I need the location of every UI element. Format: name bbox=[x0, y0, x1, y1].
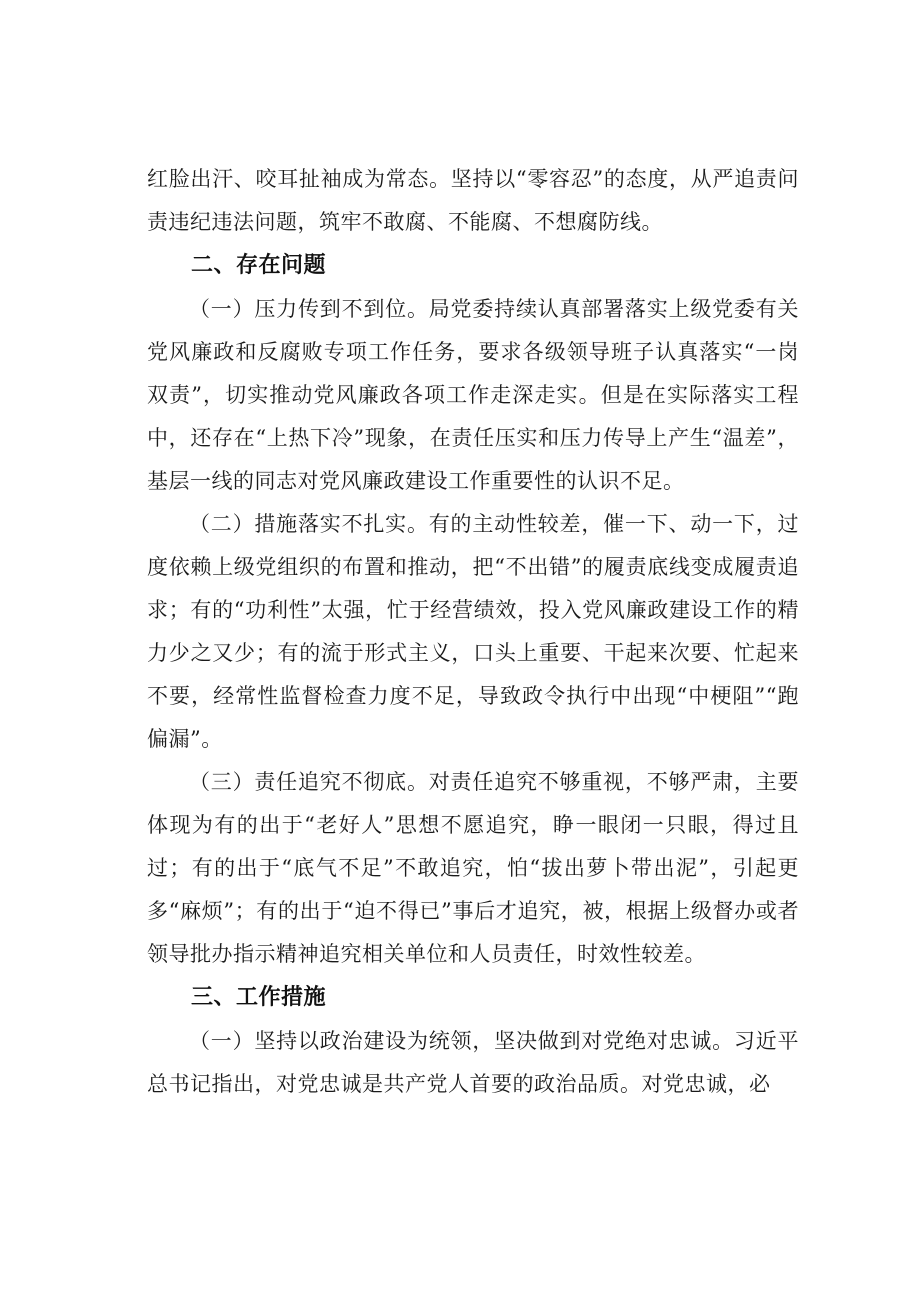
section-heading-problems: 二、存在问题 bbox=[191, 253, 327, 278]
paragraph-problem-2: （二）措施落实不扎实。有的主动性较差，催一下、动一下，过度依赖上级党组织的布置和推动，把“不出错”的履责底线变成履责追求；有的“功利性”太强，忙于经营绩效，投入党风廉政建设工作的精力少之又少；有的流于形式主义，口头上重要、干起来次要、忙起来不要，经常性监督检查力度不足，导致政令执行中出现“中梗阻”“跑偏漏”。 bbox=[147, 512, 799, 751]
section-heading-measures: 三、工作措施 bbox=[191, 985, 327, 1010]
paragraph-problem-1: （一）压力传到不到位。局党委持续认真部署落实上级党委有关党风廉政和反腐败专项工作任务，要求各级领导班子认真落实“一岗双责”，切实推动党风廉政各项工作走深走实。但是在实际落实工程中，还存在“上热下冷”现象，在责任压实和压力传导上产生“温差”，基层一线的同志对党风廉政建设工作重要性的认识不足。 bbox=[147, 297, 799, 493]
paragraph-continuation: 红脸出汗、咬耳扯袖成为常态。坚持以“零容忍”的态度，从严追责问责违纪违法问题，筑牢不敢腐、不能腐、不想腐防线。 bbox=[147, 167, 799, 234]
paragraph-measure-1: （一）坚持以政治建设为统领，坚决做到对党绝对忠诚。习近平总书记指出，对党忠诚是共产党人首要的政治品质。对党忠诚，必 bbox=[147, 1029, 799, 1096]
paragraph-problem-3: （三）责任追究不彻底。对责任追究不够重视，不够严肃，主要体现为有的出于“老好人”思想不愿追究，睁一眼闭一只眼，得过且过；有的出于“底气不足”不敢追究，怕“拔出萝卜带出泥”，引起更多“麻烦”；有的出于“迫不得已”事后才追究，被，根据上级督办或者领导批办指示精神追究相关单位和人员责任，时效性较差。 bbox=[147, 770, 799, 966]
document-body bbox=[147, 158, 799, 1106]
